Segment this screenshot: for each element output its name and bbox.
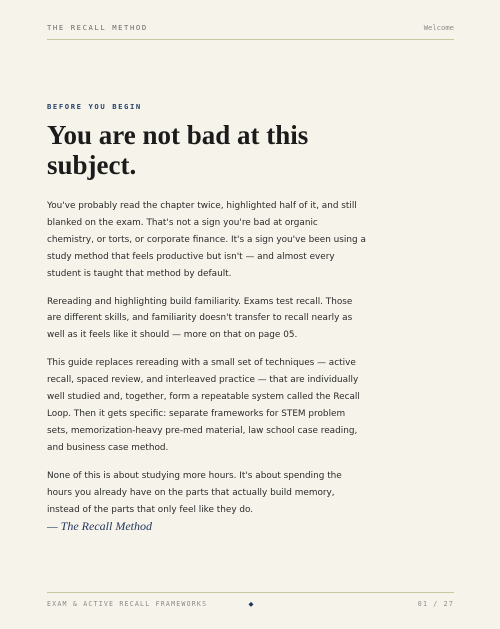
footer-label: EXAM & ACTIVE RECALL FRAMEWORKS: [47, 600, 208, 608]
page-title: You are not bad at this subject.: [47, 120, 309, 180]
brand-name: THE RECALL METHOD: [47, 23, 148, 32]
body-text: [47, 198, 367, 529]
page-footer: [47, 592, 454, 613]
paragraph: None of this is about studying more hours. It's about spending the hours you already have on the parts that actually build memory, instead of the parts that only feel like they do.: [47, 470, 342, 515]
nav-link-welcome[interactable]: Welcome: [423, 23, 454, 32]
paragraph: You've probably read the chapter twice, highlighted half of it, and still blanked on the exam. That's not a sign you're bad at organic chemistry, or torts, or corporate finance. It's a sign you've been using a study method that feels productive but isn't — and almost every student is taught that method by default.: [47, 201, 366, 279]
diamond-icon: ◆: [248, 601, 254, 608]
paragraph: This guide replaces rereading with a small set of techniques — active recall, spaced review, and interleaved practice — that are individually well studied and, together, form a repeatable system called the Recall Loop. Then it gets specific: separate frameworks for STEM problem sets, memorization-heavy pre-med material, law school case reading, and business case method.: [47, 358, 360, 453]
paragraph: Rereading and highlighting build familiarity. Exams test recall. Those are different skills, and familiarity doesn't transfer to recall nearly as well as it feels like it should — more on that on page 05.: [47, 296, 353, 341]
page-number: 01 / 27: [417, 600, 454, 608]
page-header: [47, 22, 454, 40]
section-eyebrow: BEFORE YOU BEGIN: [47, 102, 142, 111]
signature: — The Recall Method: [47, 519, 152, 533]
